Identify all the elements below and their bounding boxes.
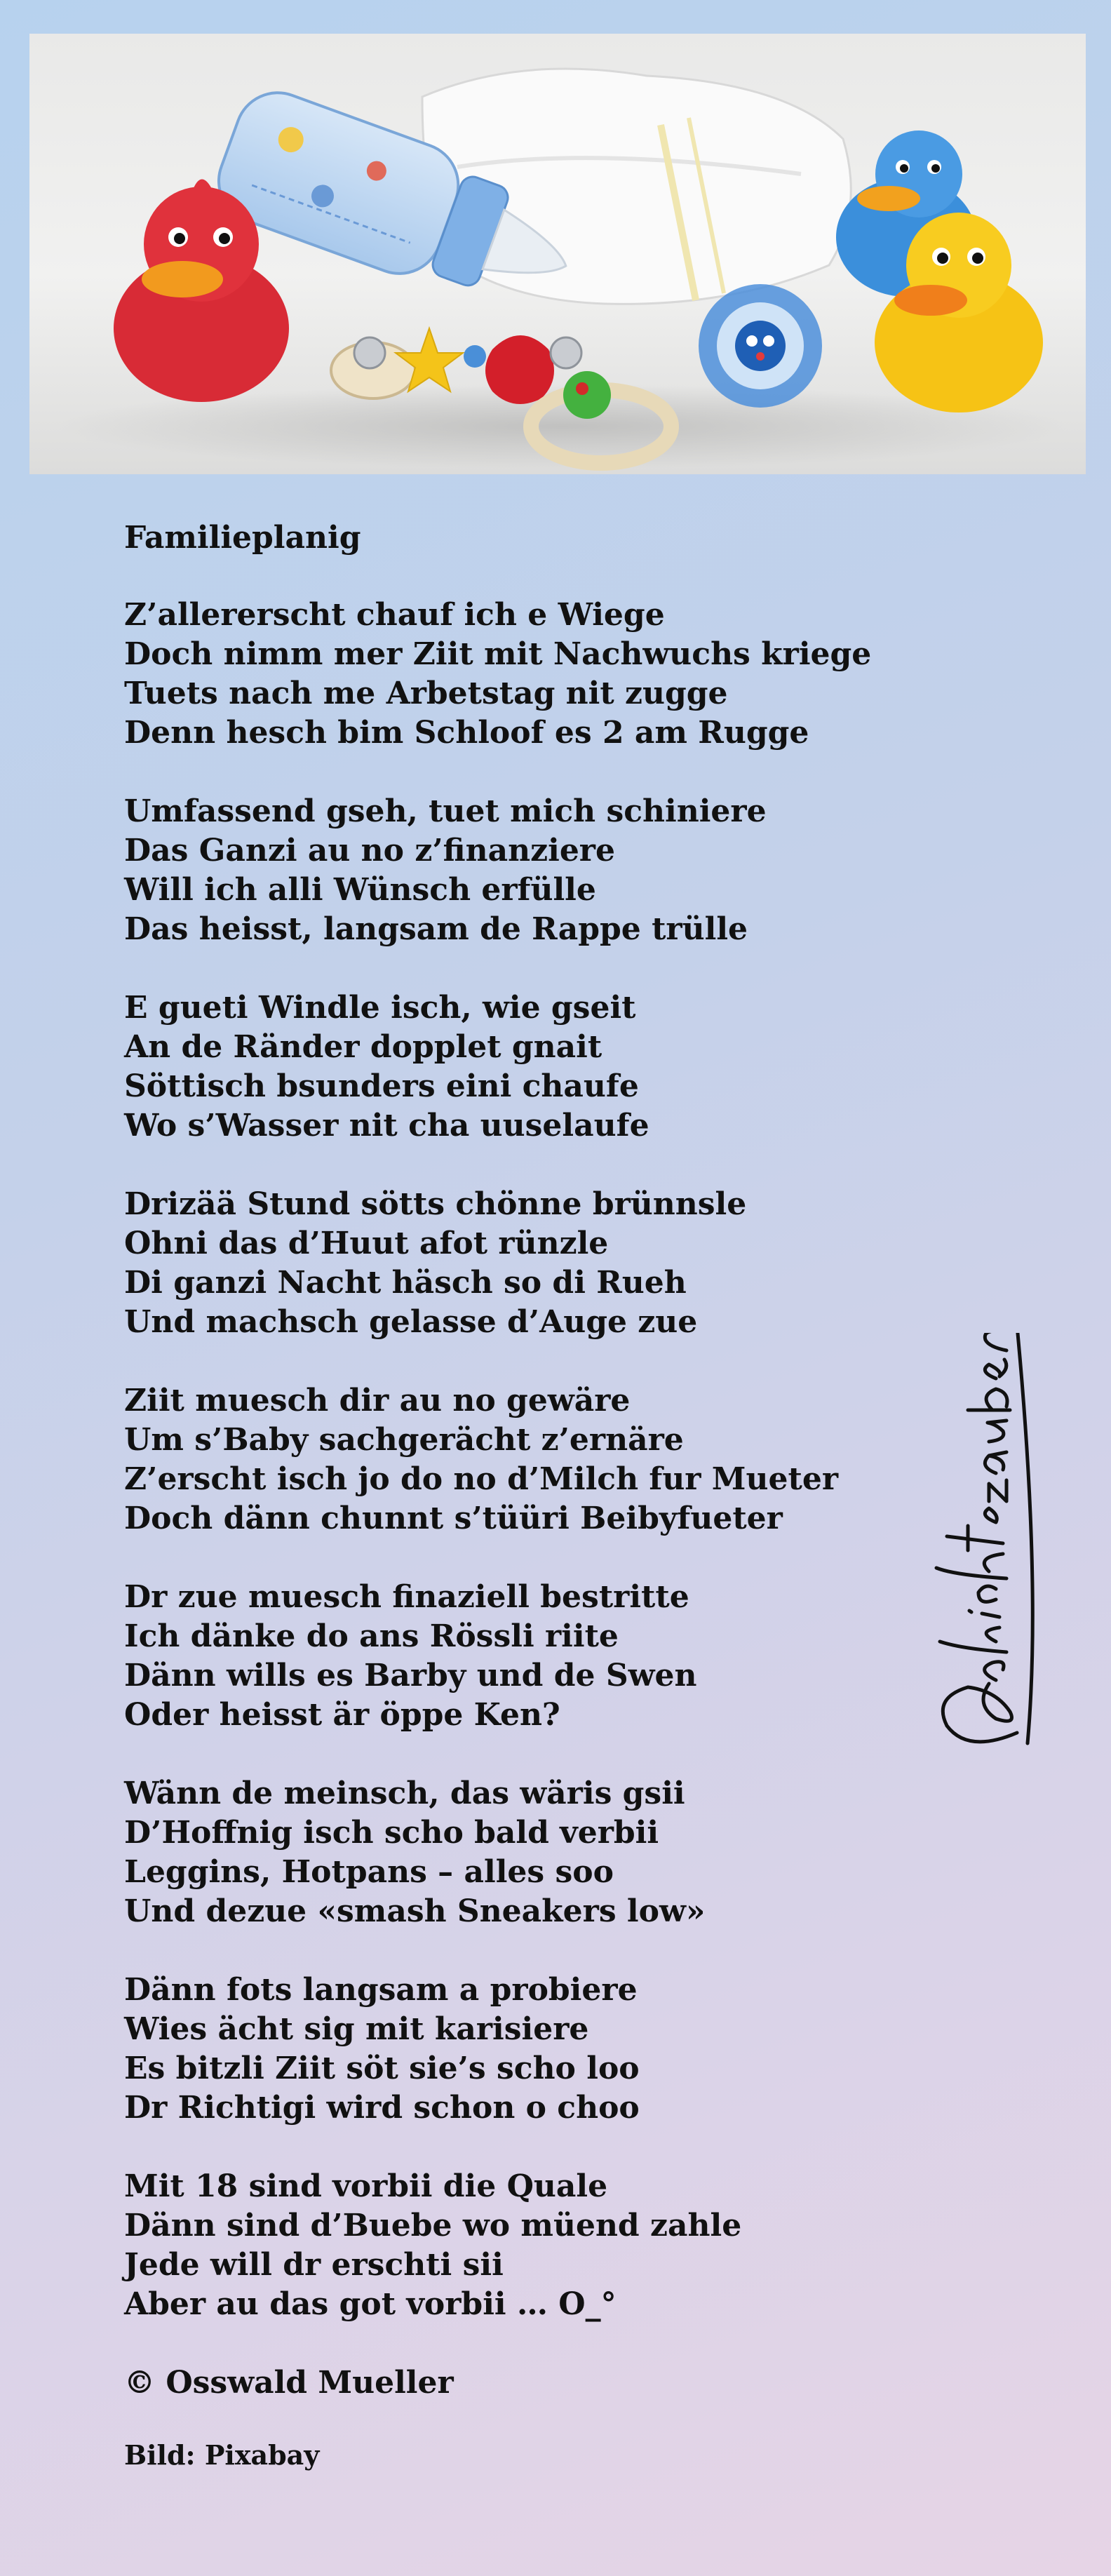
poem-line: Drizää Stund sötts chönne brünnsle — [124, 1186, 747, 1223]
poem-line: Und dezue «smash Sneakers low» — [124, 1893, 706, 1930]
poem-line: Ohni das d’Huut afot rünzle — [124, 1226, 609, 1262]
poem-line: Es bitzli Ziit söt sie’s scho loo — [124, 2051, 640, 2087]
image-credit: Bild: Pixabay — [124, 2439, 320, 2471]
poem-line: Das Ganzi au no z’finanziere — [124, 833, 615, 869]
poem-line: Mit 18 sind vorbii die Quale — [124, 2168, 608, 2205]
poem-line: Tuets nach me Arbetstag nit zugge — [124, 676, 728, 712]
poem-line: Will ich alli Wünsch erfülle — [124, 872, 596, 908]
stanza — [124, 988, 910, 1146]
poem-line: Denn hesch bim Schloof es 2 am Rugge — [124, 715, 809, 751]
poem-line: Dr Richtigi wird schon o choo — [124, 2090, 640, 2126]
poem-line: Ich dänke do ans Rössli riite — [124, 1618, 619, 1655]
pacifier-icon — [699, 284, 822, 408]
poem-line: E gueti Windle isch, wie gseit — [124, 990, 636, 1026]
poem-line: Um s’Baby sachgerächt z’ernäre — [124, 1422, 684, 1458]
poem-line: Das heisst, langsam de Rappe trülle — [124, 911, 748, 948]
poem-line: Umfassend gseh, tuet mich schiniere — [124, 793, 767, 830]
poem-line: Wo s’Wasser nit cha uuselaufe — [124, 1108, 649, 1144]
stanza — [124, 1971, 910, 2128]
poem — [124, 518, 910, 2473]
poem-line: Leggins, Hotpans – alles soo — [124, 1854, 614, 1891]
copyright-notice: © Osswald Mueller — [124, 2365, 454, 2401]
poem-line: Z’erscht isch jo do no d’Milch fur Mueter — [124, 1461, 838, 1498]
poem-line: Dr zue muesch finaziell bestritte — [124, 1579, 689, 1616]
poem-line: Söttisch bsunders eini chaufe — [124, 1068, 639, 1105]
stanza — [124, 1185, 910, 1342]
poem-line: An de Ränder dopplet gnait — [124, 1029, 602, 1066]
stanza — [124, 1578, 910, 1735]
poem-line: Aber au das got vorbii … O_° — [124, 2286, 617, 2323]
poem-line: Ziit muesch dir au no gewäre — [124, 1383, 631, 1419]
poem-line: Doch dänn chunnt s’tüüri Beibyfueter — [124, 1501, 783, 1537]
poem-line: Oder heisst är öppe Ken? — [124, 1697, 560, 1733]
banner-photo — [29, 34, 1086, 474]
stanza — [124, 596, 910, 753]
poem-line: Doch nimm mer Ziit mit Nachwuchs kriege — [124, 636, 872, 673]
signature-logo — [912, 1333, 1052, 1768]
poem-line: Wies ächt sig mit karisiere — [124, 2011, 589, 2048]
stanza — [124, 792, 910, 949]
poem-line: Und machsch gelasse d’Auge zue — [124, 1304, 698, 1341]
stanza — [124, 1381, 910, 1538]
poem-line: Dänn wills es Barby und de Swen — [124, 1658, 697, 1694]
stanza — [124, 1774, 910, 1931]
poem-line: Dänn fots langsam a probiere — [124, 1972, 638, 2008]
poem-title: Familieplanig — [124, 520, 361, 556]
poem-line: Jede will dr erschti sii — [124, 2247, 504, 2283]
poem-line: Z’allererscht chauf ich e Wiege — [124, 597, 665, 633]
stanza — [124, 2167, 910, 2324]
poem-line: Di ganzi Nacht häsch so di Rueh — [124, 1265, 687, 1301]
poem-line: Wänn de meinsch, das wäris gsii — [124, 1776, 685, 1812]
poem-line: D’Hoffnig isch scho bald verbii — [124, 1815, 659, 1851]
poem-line: Dänn sind d’Buebe wo müend zahle — [124, 2208, 742, 2244]
